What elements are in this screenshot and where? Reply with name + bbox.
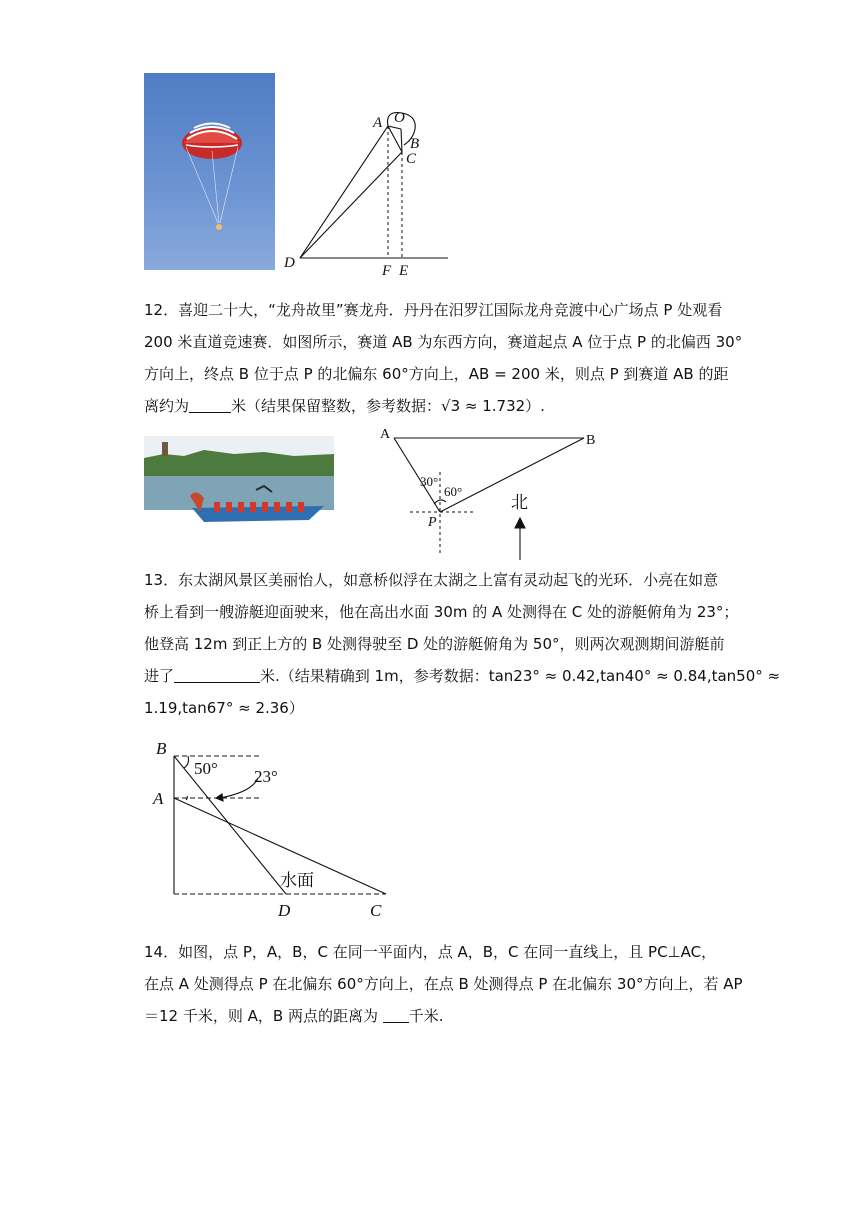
label-E: E <box>399 263 409 279</box>
q12-line-4-a: 离约为 <box>144 397 190 415</box>
capsule-icon <box>216 224 222 230</box>
label-A: A <box>373 115 383 131</box>
figure-12-diagram <box>372 422 612 562</box>
q14-line-1: 14．如图，点 P，A，B，C 在同一平面内，点 A，B，C 在同一直线上，且 PC⊥AC， <box>144 943 717 961</box>
north-label: 北 <box>511 493 528 512</box>
parachute-photo <box>144 73 275 270</box>
label-C: C <box>370 901 382 920</box>
q13-line-3: 他登高 12m 到正上方的 B 处测得驶至 D 处的游艇俯角为 50°，则两次观测期间游艇前 <box>144 635 725 653</box>
q13-answer-blank[interactable] <box>174 666 260 683</box>
question-12 <box>144 294 743 422</box>
q13-line-5: 1.19,tan67° ≈ 2.36） <box>144 699 304 717</box>
q14-line-3-a: ＝12 千米，则 A，B 两点的距离为 <box>144 1007 378 1025</box>
label-B: B <box>586 433 596 448</box>
q14-answer-blank[interactable] <box>383 1006 409 1023</box>
label-D: D <box>278 901 291 920</box>
label-B: B <box>410 136 420 152</box>
label-A: A <box>380 427 391 442</box>
question-13 <box>144 564 781 724</box>
label-B: B <box>156 739 167 758</box>
q14-line-2: 在点 A 处测得点 P 在北偏东 60°方向上，在点 B 处测得点 P 在北偏东 30°方向上，若 AP <box>144 975 743 993</box>
q14-line-3 <box>144 1000 720 1032</box>
q12-answer-blank[interactable] <box>189 396 231 413</box>
figure-13-diagram <box>150 736 400 921</box>
angle-50-label: 50° <box>194 759 218 778</box>
q13-line-1: 13．东太湖风景区美丽怡人，如意桥似浮在太湖之上富有灵动起飞的光环．小亮在如意 <box>144 571 719 589</box>
angle-30-label: 30° <box>420 474 439 489</box>
q12-line-4 <box>144 390 720 422</box>
question-14 <box>144 936 743 1032</box>
q12-line-2: 200 米直道竞速赛．如图所示，赛道 AB 为东西方向，赛道起点 A 位于点 P 的北偏西 30° <box>144 333 743 351</box>
label-O: O <box>394 110 405 126</box>
label-A: A <box>153 789 164 808</box>
q12-line-1: 12．喜迎二十大，“龙舟故里”赛龙舟．丹丹在汨罗江国际龙舟竞渡中心广场点 P 处观看 <box>144 301 723 319</box>
q12-line-4-b: 米（结果保留整数，参考数据：√3 ≈ 1.732）. <box>231 397 545 415</box>
label-P: P <box>428 515 437 530</box>
q13-line-2: 桥上看到一艘游艇迎面驶来，他在高出水面 30m 的 A 处测得在 C 处的游艇俯角为 23°； <box>144 603 739 621</box>
q12-line-3: 方向上，终点 B 位于点 P 的北偏东 60°方向上，AB = 200 米，则点 P 到赛道 AB 的距 <box>144 365 729 383</box>
label-C: C <box>406 151 417 167</box>
label-F: F <box>382 263 392 279</box>
label-D: D <box>284 255 295 271</box>
figure-11-diagram <box>280 105 460 280</box>
q14-line-3-b: 千米. <box>408 1007 444 1025</box>
angle-60-label: 60° <box>444 484 463 499</box>
q13-line-4-a: 进了 <box>144 667 175 685</box>
q13-line-4 <box>144 660 781 692</box>
dragon-boat-photo <box>144 436 334 528</box>
angle-23-label: 23° <box>254 767 278 786</box>
q13-line-4-b: 米.（结果精确到 1m，参考数据：tan23° ≈ 0.42,tan40° ≈ 0.84,tan50° ≈ <box>260 667 781 685</box>
water-surface-label: 水面 <box>280 871 314 890</box>
